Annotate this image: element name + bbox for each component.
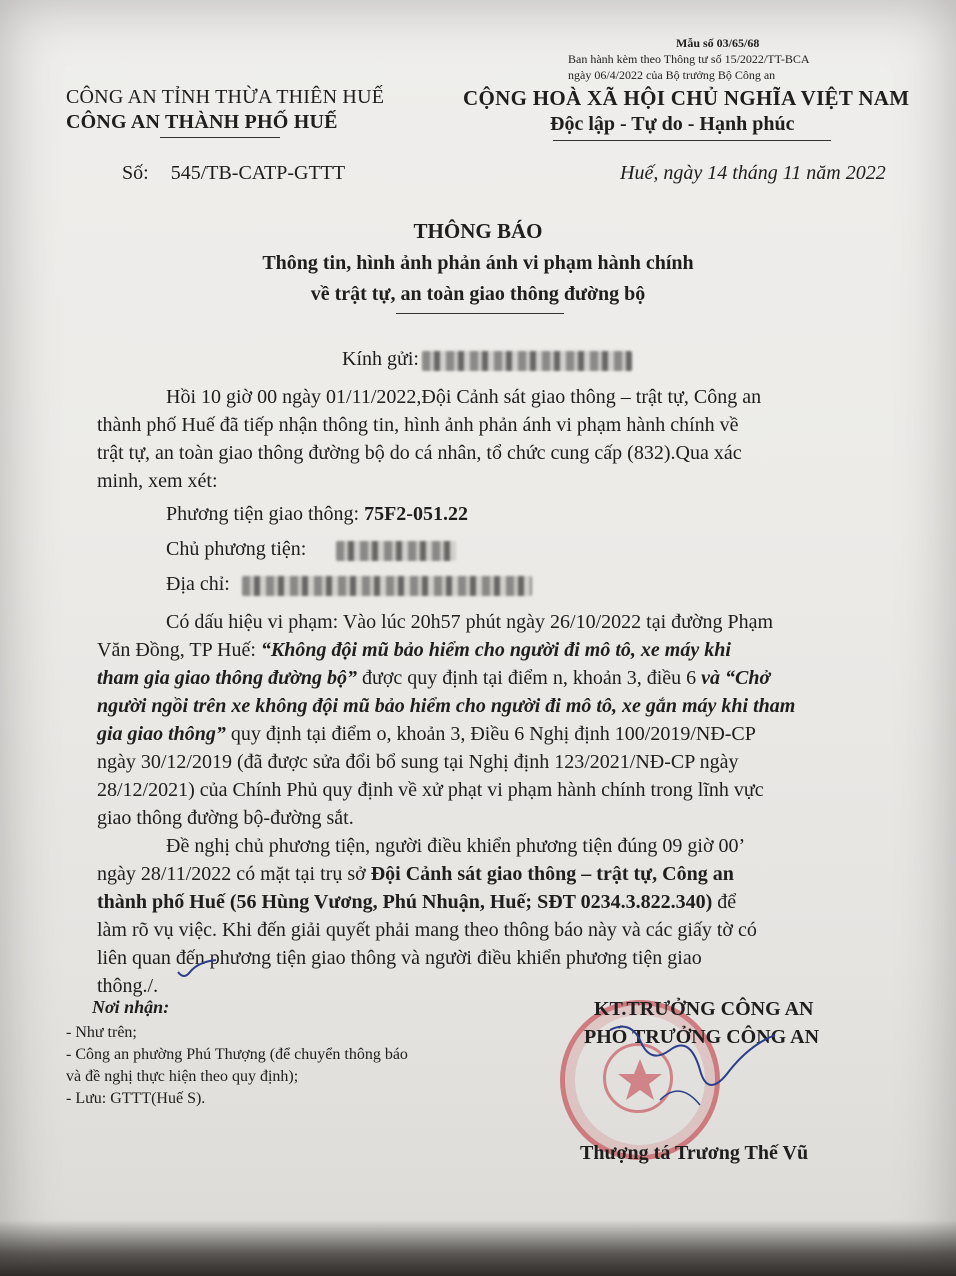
org-name: CÔNG AN THÀNH PHỐ HUẾ <box>66 111 338 133</box>
pen-check-mark <box>176 958 226 982</box>
vehicle-label: Phương tiện giao thông: <box>166 503 365 525</box>
paragraph-2-line-6: ngày 30/12/2019 (đã được sửa đổi bổ sung tại Nghị định 123/2021/NĐ-CP ngày <box>97 751 739 773</box>
subtitle-underline <box>396 313 564 314</box>
signature-title-1: KT.TRƯỞNG CÔNG AN <box>594 998 814 1020</box>
kinh-gui-label: Kính gửi: <box>342 348 419 370</box>
redacted-address <box>242 576 532 596</box>
p2-quote-2-start: và “Chở <box>701 667 771 689</box>
national-motto: Độc lập - Tự do - Hạnh phúc <box>550 113 795 135</box>
paragraph-2-line-8: giao thông đường bộ-đường sắt. <box>97 807 354 829</box>
redacted-owner <box>336 541 456 561</box>
paragraph-3-line-3 <box>97 888 736 916</box>
handwritten-signature <box>600 1010 780 1120</box>
owner-label: Chủ phương tiện: <box>166 538 307 560</box>
address-label: Địa chỉ: <box>166 573 230 595</box>
paragraph-1-line-2: thành phố Huế đã tiếp nhận thông tin, hình ảnh phản ánh vi phạm hành chính về <box>97 414 739 436</box>
vehicle-plate: 75F2-051.22 <box>364 503 468 525</box>
paragraph-1-line-4: minh, xem xét: <box>97 470 218 492</box>
form-number: Mẫu số 03/65/68 <box>676 36 760 50</box>
p2-quote-1: “Không đội mũ bảo hiểm cho người đi mô tô, xe máy khi <box>260 639 731 661</box>
document-subtitle-1: Thông tin, hình ảnh phản ánh vi phạm hành chính <box>262 252 694 274</box>
document-title: THÔNG BÁO <box>413 219 543 243</box>
document-number-value: 545/TB-CATP-GTTT <box>170 162 346 184</box>
document-subtitle-2: về trật tự, an toàn giao thông đường bộ <box>310 283 646 305</box>
signature-title-2: PHÓ TRƯỞNG CÔNG AN <box>584 1026 820 1048</box>
motto-underline <box>553 140 831 141</box>
p2-quote-1-end: tham gia giao thông đường bộ” <box>97 667 357 689</box>
p3-office: Đội Cảnh sát giao thông – trật tự, Công an <box>370 863 734 885</box>
paragraph-2-line-3 <box>97 664 770 692</box>
recipient-item: - Như trên; <box>66 1024 137 1041</box>
paragraph-3-line-4: làm rõ vụ việc. Khi đến giải quyết phải mang theo thông báo này và các giấy tờ có <box>97 919 757 941</box>
form-issuance-line-2: ngày 06/4/2022 của Bộ trưởng Bộ Công an <box>568 68 776 82</box>
recipient-item: - Lưu: GTTT(Huế S). <box>66 1090 206 1107</box>
p2-text-2: được quy định tại điểm n, khoản 3, điều 6 <box>357 667 702 689</box>
p2-text-3: quy định tại điểm o, khoản 3, Điều 6 Nghị định 100/2019/NĐ-CP <box>225 723 756 745</box>
paragraph-3-line-1: Đề nghị chủ phương tiện, người điều khiển phương tiện đúng 09 giờ 00’ <box>166 835 746 857</box>
paragraph-1-line-1: Hồi 10 giờ 00 ngày 01/11/2022,Đội Cảnh sát giao thông – trật tự, Công an <box>166 386 762 408</box>
paragraph-2-line-1: Có dấu hiệu vi phạm: Vào lúc 20h57 phút ngày 26/10/2022 tại đường Phạm <box>166 611 774 633</box>
vehicle-field <box>166 503 468 526</box>
paragraph-2-line-2 <box>97 636 731 664</box>
document-date: Huế, ngày 14 tháng 11 năm 2022 <box>620 162 886 184</box>
recipient-item: - Công an phường Phú Thượng (để chuyển thông báo <box>66 1046 408 1063</box>
photo-shadow <box>0 1220 956 1276</box>
p3-text-2: để <box>712 891 737 913</box>
document-number-label: Số: <box>122 162 149 184</box>
org-underline <box>160 137 280 138</box>
recipients-label: Nơi nhận: <box>92 997 170 1017</box>
p2-quote-2-end: gia giao thông” <box>97 723 226 745</box>
national-title: CỘNG HOÀ XÃ HỘI CHỦ NGHĨA VIỆT NAM <box>463 86 910 110</box>
p3-office-address: thành phố Huế (56 Hùng Vương, Phú Nhuận, Huế; SĐT 0234.3.822.340) <box>97 891 713 913</box>
redacted-recipient <box>422 351 632 371</box>
org-parent: CÔNG AN TỈNH THỪA THIÊN HUẾ <box>66 86 385 108</box>
paragraph-3-line-2 <box>97 860 734 888</box>
paragraph-3-line-6: thông./. <box>97 975 159 997</box>
p2-text: Văn Đồng, TP Huế: <box>97 639 261 661</box>
signer-name: Thượng tá Trương Thế Vũ <box>580 1142 809 1164</box>
form-issuance-line-1: Ban hành kèm theo Thông tư số 15/2022/TT-BCA <box>568 52 810 66</box>
paragraph-1-line-3: trật tự, an toàn giao thông đường bộ do cá nhân, tổ chức cung cấp (832).Qua xác <box>97 442 742 464</box>
paragraph-2-line-7: 28/12/2021) của Chính Phủ quy định về xử phạt vi phạm hành chính trong lĩnh vực <box>97 779 764 801</box>
document-number <box>122 162 345 185</box>
p3-text: ngày 28/11/2022 có mặt tại trụ sở <box>97 863 371 885</box>
recipient-item: và đề nghị thực hiện theo quy định); <box>66 1068 299 1085</box>
paragraph-3-line-5: liên quan đến phương tiện giao thông và người điều khiển phương tiện giao <box>97 947 702 969</box>
paragraph-2-line-4: người ngồi trên xe không đội mũ bảo hiểm cho người đi mô tô, xe gắn máy khi tham <box>97 695 796 717</box>
paragraph-2-line-5 <box>97 720 756 748</box>
